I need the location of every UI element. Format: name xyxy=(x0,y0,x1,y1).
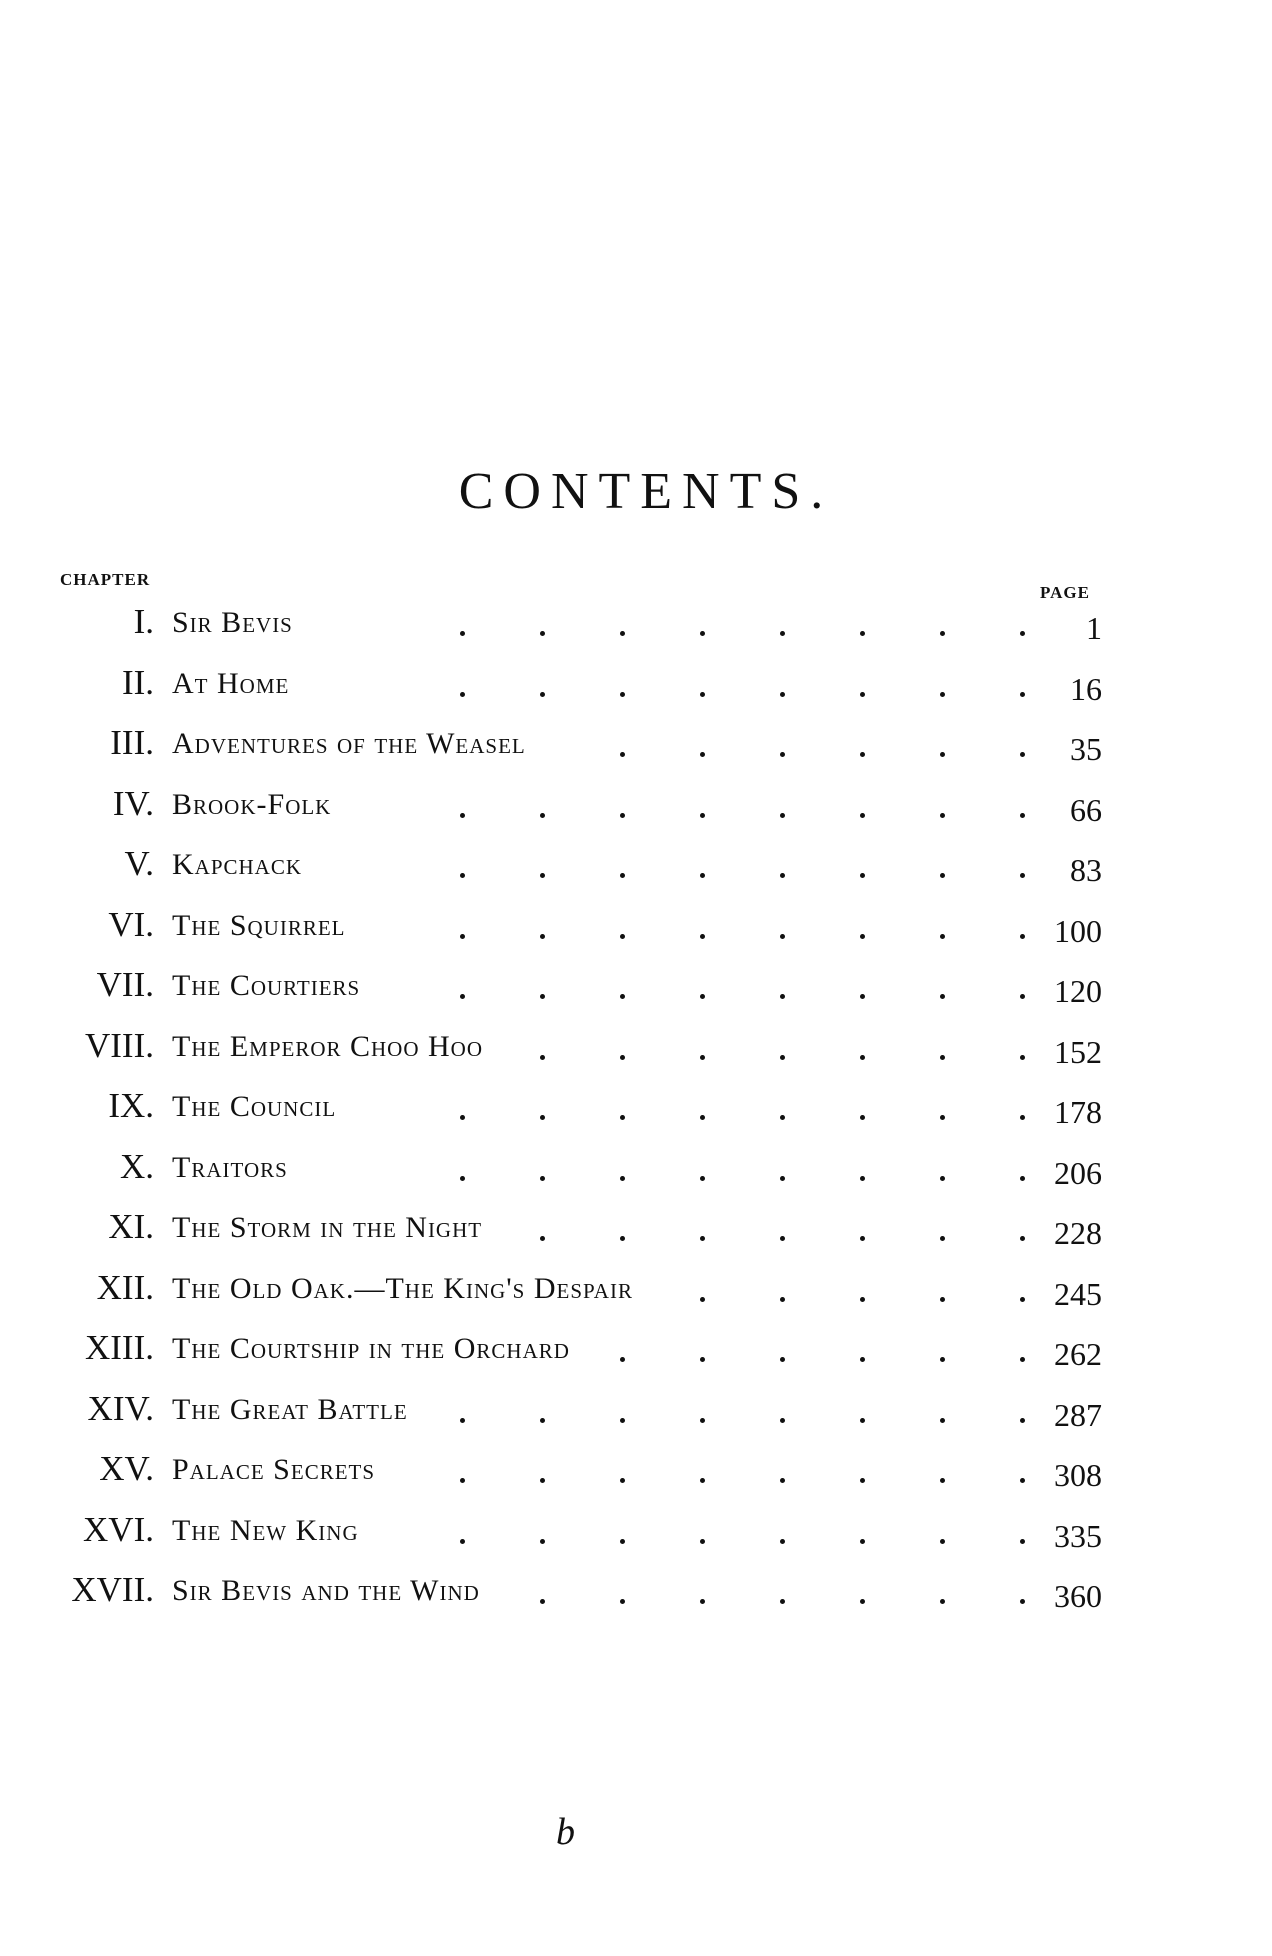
leader-dot xyxy=(860,1055,865,1060)
chapter-title: The Old Oak.—The King's Despair xyxy=(172,1271,633,1305)
leader-dot xyxy=(940,1055,945,1060)
leader-dot xyxy=(540,1539,545,1544)
dot-leader xyxy=(172,844,1272,900)
leader-dot xyxy=(540,1176,545,1181)
leader-dot xyxy=(860,994,865,999)
leader-dot xyxy=(1020,1478,1025,1483)
page-number: 206 xyxy=(1054,1154,1102,1191)
leader-dot xyxy=(1020,1115,1025,1120)
leader-dot xyxy=(860,1357,865,1362)
chapter-numeral: IV. xyxy=(112,783,154,823)
leader-dot xyxy=(1020,752,1025,757)
leader-dot xyxy=(1020,1539,1025,1544)
leader-dot xyxy=(620,1055,625,1060)
leader-dot xyxy=(860,1176,865,1181)
leader-dot xyxy=(940,631,945,636)
leader-dot xyxy=(700,1176,705,1181)
leader-dot xyxy=(780,1478,785,1483)
leader-dot xyxy=(700,1297,705,1302)
leader-dot xyxy=(540,692,545,697)
toc-entry xyxy=(0,844,1272,900)
chapter-title: The Emperor Choo Hoo xyxy=(172,1029,484,1063)
leader-dot xyxy=(620,1539,625,1544)
leader-dot xyxy=(540,1418,545,1423)
leader-dot xyxy=(860,752,865,757)
chapter-numeral: XVI. xyxy=(83,1509,154,1549)
page-number: 35 xyxy=(1070,731,1102,767)
leader-dot xyxy=(460,1418,465,1423)
leader-dot xyxy=(700,994,705,999)
leader-dot xyxy=(700,813,705,818)
leader-dot xyxy=(780,1357,785,1362)
leader-dot xyxy=(940,1297,945,1302)
leader-dot xyxy=(700,1115,705,1120)
leader-dot xyxy=(700,1599,705,1604)
leader-dot xyxy=(940,813,945,818)
leader-dot xyxy=(940,1176,945,1181)
toc-entry xyxy=(0,1449,1272,1505)
leader-dot xyxy=(780,1418,785,1423)
chapter-title: Kapchack xyxy=(172,848,303,881)
leader-dot xyxy=(700,1418,705,1423)
toc-entry xyxy=(0,1086,1272,1142)
chapter-numeral: XVII. xyxy=(71,1570,154,1609)
leader-dot xyxy=(540,873,545,878)
leader-dot xyxy=(620,994,625,999)
leader-dot xyxy=(620,1176,625,1181)
dot-leader xyxy=(172,602,1272,658)
leader-dot xyxy=(1020,1297,1025,1302)
chapter-title: The New King xyxy=(172,1513,359,1547)
chapter-title: The Courtiers xyxy=(172,969,361,1002)
chapter-title: Palace Secrets xyxy=(172,1453,376,1486)
toc-entry xyxy=(0,663,1272,719)
leader-dot xyxy=(460,1115,465,1120)
leader-dot xyxy=(940,934,945,939)
leader-dot xyxy=(860,1236,865,1241)
dot-leader xyxy=(172,663,1272,719)
chapter-title: Sir Bevis xyxy=(172,606,293,639)
leader-dot xyxy=(540,813,545,818)
leader-dot xyxy=(700,1478,705,1483)
page-folio: b xyxy=(556,1811,575,1853)
dot-leader xyxy=(172,784,1272,840)
leader-dot xyxy=(460,692,465,697)
page-title: CONTENTS. xyxy=(458,463,834,520)
chapter-numeral: V. xyxy=(124,844,154,883)
chapter-title: The Courtship in the Orchard xyxy=(172,1332,570,1365)
leader-dot xyxy=(620,631,625,636)
leader-dot xyxy=(700,873,705,878)
leader-dot xyxy=(700,692,705,697)
leader-dot xyxy=(860,631,865,636)
dot-leader xyxy=(172,1147,1272,1203)
chapter-title: The Storm in the Night xyxy=(172,1211,483,1244)
toc-entry xyxy=(0,723,1272,779)
page-number: 100 xyxy=(1054,912,1102,949)
page-number: 178 xyxy=(1054,1094,1102,1130)
leader-dot xyxy=(940,873,945,878)
leader-dot xyxy=(460,994,465,999)
page-number: 1 xyxy=(1086,610,1102,646)
toc-entry xyxy=(0,784,1272,840)
leader-dot xyxy=(1020,1599,1025,1604)
leader-dot xyxy=(780,934,785,939)
leader-dot xyxy=(460,873,465,878)
dot-leader xyxy=(172,1086,1272,1142)
chapter-numeral: VI. xyxy=(108,904,154,944)
page-number: 335 xyxy=(1054,1517,1102,1554)
leader-dot xyxy=(780,994,785,999)
leader-dot xyxy=(460,1539,465,1544)
leader-dot xyxy=(620,1357,625,1362)
chapter-numeral: XI. xyxy=(108,1207,154,1246)
leader-dot xyxy=(620,1115,625,1120)
toc-entry xyxy=(0,1147,1272,1203)
leader-dot xyxy=(700,1055,705,1060)
chapter-title: The Squirrel xyxy=(172,908,346,942)
chapter-numeral: I. xyxy=(133,602,154,641)
leader-dot xyxy=(460,631,465,636)
chapter-numeral: XV. xyxy=(99,1449,154,1488)
leader-dot xyxy=(700,1357,705,1362)
page-number: 360 xyxy=(1054,1578,1102,1614)
chapter-numeral: II. xyxy=(121,662,154,702)
toc-entry xyxy=(0,1570,1272,1626)
toc-entry xyxy=(0,905,1272,961)
leader-dot xyxy=(860,1297,865,1302)
leader-dot xyxy=(780,813,785,818)
page-number: 83 xyxy=(1070,852,1102,888)
chapter-numeral: XIV. xyxy=(87,1388,154,1428)
leader-dot xyxy=(620,873,625,878)
chapter-title: Sir Bevis and the Wind xyxy=(172,1574,480,1607)
chapter-numeral: VIII. xyxy=(85,1025,154,1065)
chapter-title: Brook-Folk xyxy=(172,787,332,821)
chapter-numeral: XIII. xyxy=(85,1328,154,1367)
leader-dot xyxy=(460,1176,465,1181)
leader-dot xyxy=(1020,1055,1025,1060)
page-number: 66 xyxy=(1070,791,1102,828)
leader-dot xyxy=(700,631,705,636)
page-number: 287 xyxy=(1054,1396,1102,1433)
leader-dot xyxy=(1020,1236,1025,1241)
leader-dot xyxy=(940,1599,945,1604)
toc-entry xyxy=(0,1268,1272,1324)
leader-dot xyxy=(780,1115,785,1120)
toc-entry xyxy=(0,1207,1272,1263)
leader-dot xyxy=(700,752,705,757)
leader-dot xyxy=(540,1478,545,1483)
page-column-header: PAGE xyxy=(1040,583,1090,602)
leader-dot xyxy=(1020,813,1025,818)
leader-dot xyxy=(940,1236,945,1241)
leader-dot xyxy=(1020,1176,1025,1181)
page-number: 262 xyxy=(1054,1336,1102,1372)
leader-dot xyxy=(1020,631,1025,636)
leader-dot xyxy=(540,1115,545,1120)
chapter-numeral: IX. xyxy=(108,1086,154,1125)
leader-dot xyxy=(860,1539,865,1544)
leader-dot xyxy=(780,1236,785,1241)
leader-dot xyxy=(620,1599,625,1604)
chapter-numeral: X. xyxy=(119,1146,154,1186)
leader-dot xyxy=(940,1418,945,1423)
leader-dot xyxy=(540,994,545,999)
chapter-title: The Great Battle xyxy=(172,1392,408,1426)
chapter-title: Traitors xyxy=(172,1150,288,1184)
page-number: 228 xyxy=(1054,1215,1102,1251)
page-number: 120 xyxy=(1054,973,1102,1009)
leader-dot xyxy=(620,1478,625,1483)
leader-dot xyxy=(780,631,785,636)
toc-entry xyxy=(0,965,1272,1021)
toc-entry xyxy=(0,1328,1272,1384)
leader-dot xyxy=(700,1236,705,1241)
leader-dot xyxy=(780,692,785,697)
leader-dot xyxy=(860,1599,865,1604)
page-number: 16 xyxy=(1070,670,1102,707)
leader-dot xyxy=(780,1297,785,1302)
leader-dot xyxy=(700,1539,705,1544)
leader-dot xyxy=(940,1357,945,1362)
leader-dot xyxy=(540,934,545,939)
leader-dot xyxy=(780,752,785,757)
leader-dot xyxy=(540,1055,545,1060)
chapter-column-header: CHAPTER xyxy=(60,570,151,589)
toc-entry xyxy=(0,1510,1272,1566)
leader-dot xyxy=(940,1539,945,1544)
leader-dot xyxy=(940,1115,945,1120)
leader-dot xyxy=(940,752,945,757)
toc-entry xyxy=(0,1026,1272,1082)
toc-entry xyxy=(0,1389,1272,1445)
leader-dot xyxy=(780,1176,785,1181)
leader-dot xyxy=(460,934,465,939)
leader-dot xyxy=(780,1055,785,1060)
leader-dot xyxy=(620,692,625,697)
page-number: 245 xyxy=(1054,1275,1102,1312)
page-number: 308 xyxy=(1054,1457,1102,1493)
leader-dot xyxy=(1020,1357,1025,1362)
leader-dot xyxy=(620,1418,625,1423)
leader-dot xyxy=(540,1599,545,1604)
leader-dot xyxy=(1020,994,1025,999)
leader-dot xyxy=(860,873,865,878)
chapter-title: The Council xyxy=(172,1090,337,1123)
leader-dot xyxy=(1020,873,1025,878)
leader-dot xyxy=(620,752,625,757)
leader-dot xyxy=(1020,934,1025,939)
leader-dot xyxy=(460,813,465,818)
leader-dot xyxy=(620,934,625,939)
leader-dot xyxy=(860,934,865,939)
leader-dot xyxy=(780,1599,785,1604)
leader-dot xyxy=(940,1478,945,1483)
leader-dot xyxy=(940,692,945,697)
leader-dot xyxy=(700,934,705,939)
leader-dot xyxy=(860,813,865,818)
leader-dot xyxy=(540,1236,545,1241)
leader-dot xyxy=(860,1478,865,1483)
leader-dot xyxy=(620,1236,625,1241)
chapter-title: Adventures of the Weasel xyxy=(172,727,526,760)
chapter-numeral: XII. xyxy=(96,1267,154,1307)
leader-dot xyxy=(540,631,545,636)
leader-dot xyxy=(780,1539,785,1544)
leader-dot xyxy=(860,692,865,697)
leader-dot xyxy=(780,873,785,878)
leader-dot xyxy=(1020,692,1025,697)
chapter-numeral: III. xyxy=(110,723,154,762)
leader-dot xyxy=(620,813,625,818)
leader-dot xyxy=(1020,1418,1025,1423)
leader-dot xyxy=(460,1478,465,1483)
leader-dot xyxy=(860,1418,865,1423)
leader-dot xyxy=(860,1115,865,1120)
chapter-title: At Home xyxy=(172,666,290,700)
page-number: 152 xyxy=(1054,1033,1102,1070)
chapter-numeral: VII. xyxy=(96,965,154,1004)
leader-dot xyxy=(940,994,945,999)
toc-entry xyxy=(0,602,1272,658)
